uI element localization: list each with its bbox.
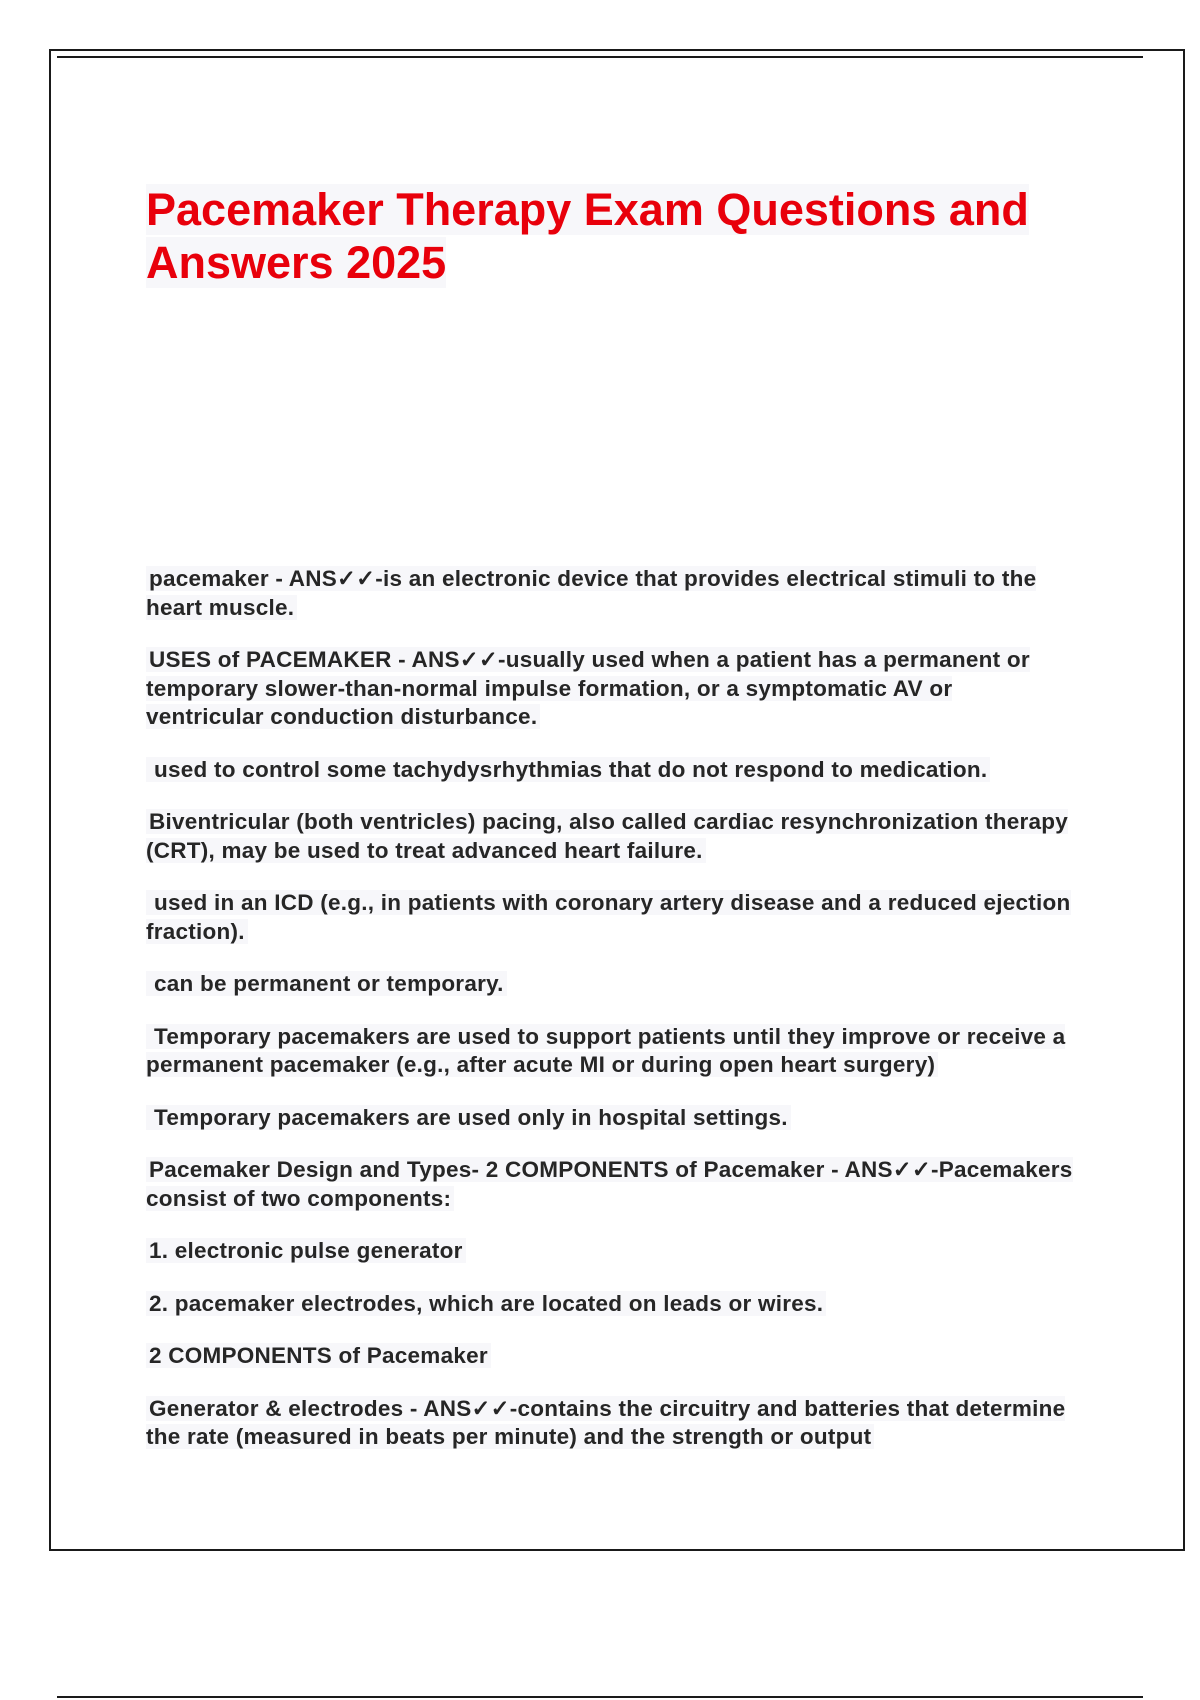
paragraph-text: Biventricular (both ventricles) pacing, also called cardiac resynchronization therapy (CRT), may be used to treat advanced heart failure. <box>146 809 1069 863</box>
paragraph-text: Pacemaker Design and Types- 2 COMPONENTS of Pacemaker - ANS✓✓-Pacemakers consist of two components: <box>146 1157 1073 1211</box>
paragraph-text: Temporary pacemakers are used only in hospital settings. <box>146 1105 791 1130</box>
paragraph-pacemaker-definition <box>146 565 1076 622</box>
paragraph-text: 2 COMPONENTS of Pacemaker <box>146 1343 491 1368</box>
paragraph-text: used to control some tachydysrhythmias that do not respond to medication. <box>146 757 990 782</box>
paragraph-biventricular-pacing <box>146 808 1076 865</box>
paragraph-text: 2. pacemaker electrodes, which are located on leads or wires. <box>146 1291 826 1316</box>
top-rule <box>57 56 1143 58</box>
paragraph-temporary-support <box>146 1023 1076 1080</box>
paragraph-generator-electrodes <box>146 1395 1076 1452</box>
paragraph-components-heading <box>146 1342 1076 1371</box>
paragraph-uses-of-pacemaker <box>146 646 1076 732</box>
paragraph-icd <box>146 889 1076 946</box>
paragraph-text: used in an ICD (e.g., in patients with coronary artery disease and a reduced ejection fraction). <box>146 890 1071 944</box>
paragraph-tachydysrhythmias <box>146 756 1076 785</box>
paragraph-text: Generator & electrodes - ANS✓✓-contains the circuitry and batteries that determine the rate (measured in beats per minute) and the strength or output <box>146 1395 1066 1449</box>
bottom-rule <box>57 1696 1143 1698</box>
paragraph-text: pacemaker - ANS✓✓-is an electronic device that provides electrical stimuli to the heart muscle. <box>146 566 1037 620</box>
document-title <box>146 183 1086 289</box>
paragraph-temporary-hospital <box>146 1104 1076 1133</box>
paragraph-permanent-or-temporary <box>146 970 1076 999</box>
paragraph-text: can be permanent or temporary. <box>146 971 507 996</box>
list-item-electrodes <box>146 1290 1076 1319</box>
document-body <box>146 565 1076 1476</box>
document-title-text: Pacemaker Therapy Exam Questions and Answers 2025 <box>146 184 1029 288</box>
paragraph-text: 1. electronic pulse generator <box>146 1238 466 1263</box>
paragraph-text: USES of PACEMAKER - ANS✓✓-usually used when a patient has a permanent or temporary slower-than-normal impulse formation, or a symptomatic AV or ventricular conduction disturbance. <box>146 647 1030 729</box>
list-item-pulse-generator <box>146 1237 1076 1266</box>
paragraph-design-and-types <box>146 1156 1076 1213</box>
paragraph-text: Temporary pacemakers are used to support patients until they improve or receive a permanent pacemaker (e.g., after acute MI or during open heart surgery) <box>146 1023 1066 1077</box>
